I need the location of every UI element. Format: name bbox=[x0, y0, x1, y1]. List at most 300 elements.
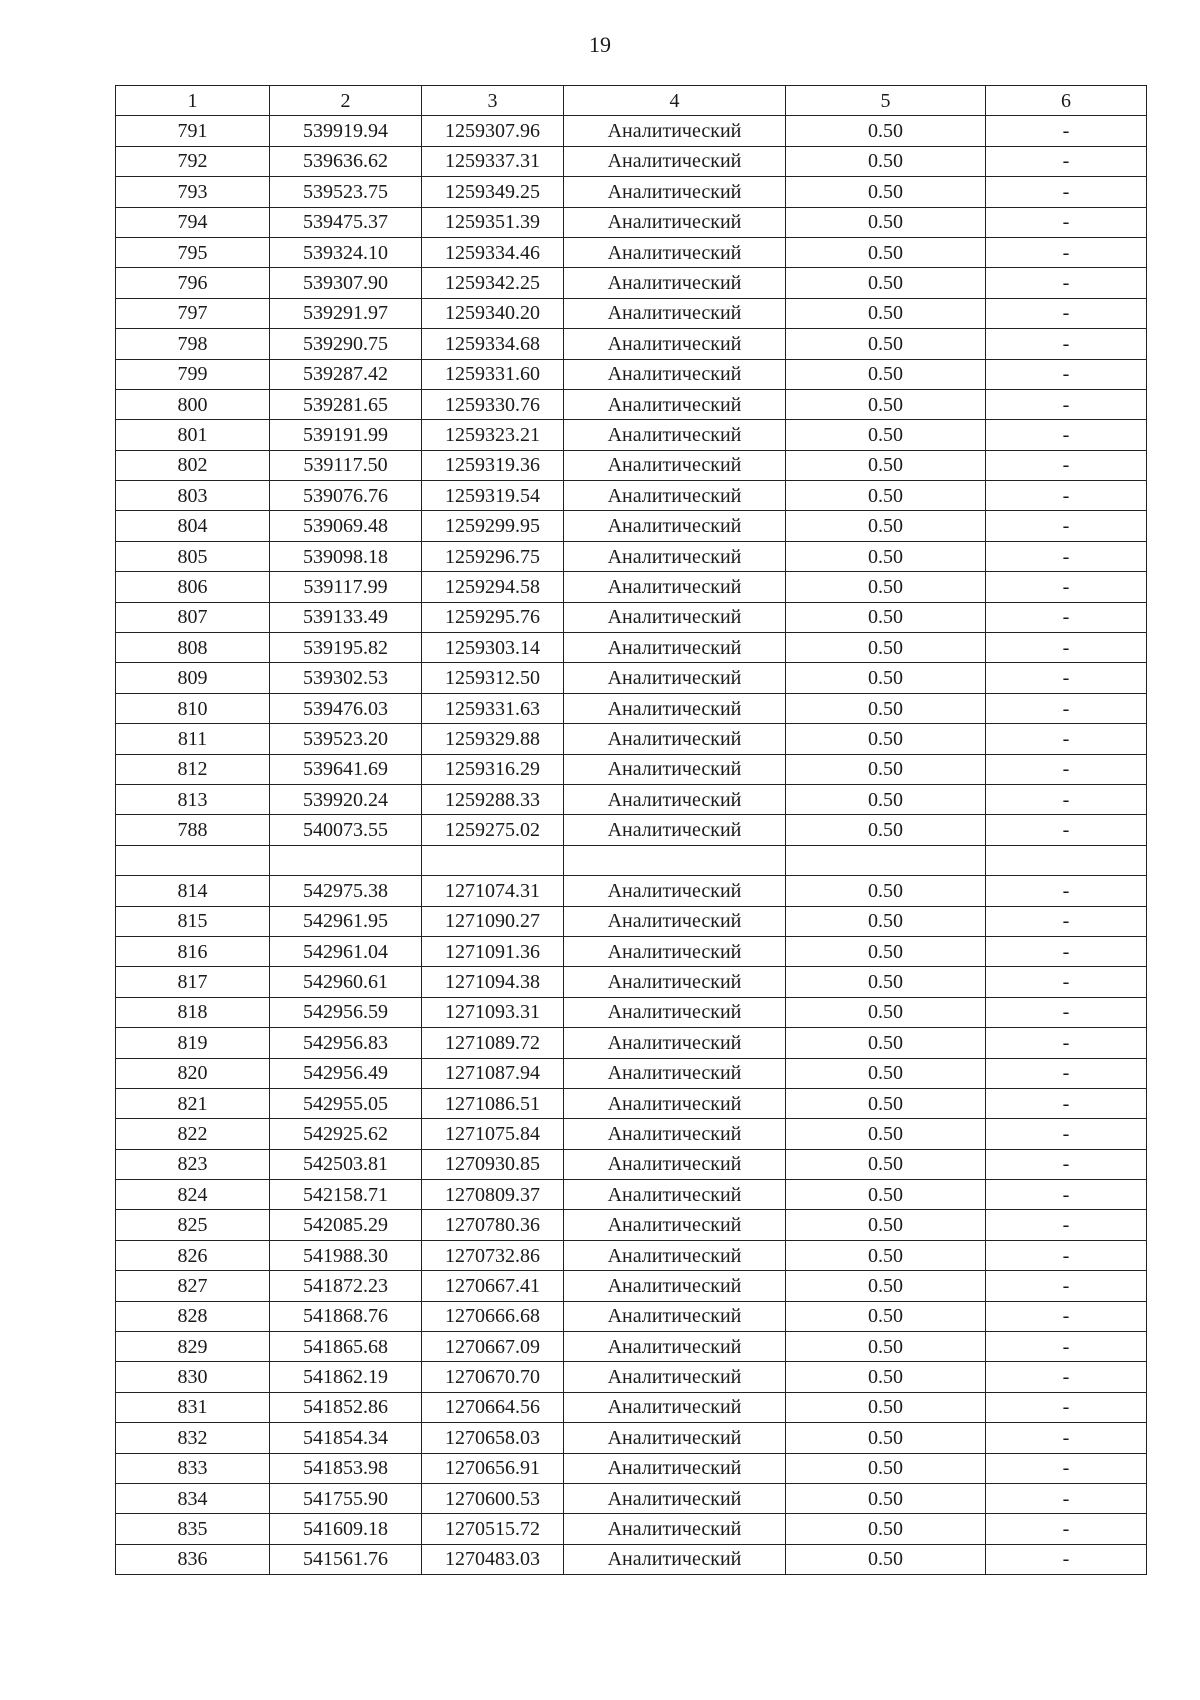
method-cell: Аналитический bbox=[564, 967, 786, 997]
x-coordinate-cell: 539133.49 bbox=[270, 602, 422, 632]
accuracy-cell: 0.50 bbox=[786, 967, 986, 997]
y-coordinate-cell: 1271086.51 bbox=[422, 1088, 564, 1118]
table-row bbox=[116, 450, 1147, 480]
table-row bbox=[116, 389, 1147, 419]
table-row bbox=[116, 511, 1147, 541]
note-cell: - bbox=[986, 693, 1147, 723]
table-row bbox=[116, 784, 1147, 814]
x-coordinate-cell: 542925.62 bbox=[270, 1119, 422, 1149]
y-coordinate-cell: 1259294.58 bbox=[422, 572, 564, 602]
y-coordinate-cell: 1271075.84 bbox=[422, 1119, 564, 1149]
x-coordinate-cell: 539919.94 bbox=[270, 116, 422, 146]
accuracy-cell: 0.50 bbox=[786, 633, 986, 663]
x-coordinate-cell: 539191.99 bbox=[270, 420, 422, 450]
note-cell: - bbox=[986, 116, 1147, 146]
accuracy-cell: 0.50 bbox=[786, 1392, 986, 1422]
y-coordinate-cell: 1259334.68 bbox=[422, 329, 564, 359]
y-coordinate-cell: 1259288.33 bbox=[422, 784, 564, 814]
accuracy-cell: 0.50 bbox=[786, 572, 986, 602]
accuracy-cell: 0.50 bbox=[786, 420, 986, 450]
method-cell: Аналитический bbox=[564, 1271, 786, 1301]
point-number-cell: 823 bbox=[116, 1149, 270, 1179]
accuracy-cell: 0.50 bbox=[786, 1453, 986, 1483]
x-coordinate-cell: 539523.20 bbox=[270, 724, 422, 754]
point-number-cell: 817 bbox=[116, 967, 270, 997]
method-cell: Аналитический bbox=[564, 693, 786, 723]
point-number-cell: 832 bbox=[116, 1423, 270, 1453]
y-coordinate-cell: 1270666.68 bbox=[422, 1301, 564, 1331]
accuracy-cell: 0.50 bbox=[786, 1119, 986, 1149]
x-coordinate-cell: 539302.53 bbox=[270, 663, 422, 693]
note-cell: - bbox=[986, 754, 1147, 784]
method-cell: Аналитический bbox=[564, 1514, 786, 1544]
note-cell: - bbox=[986, 1058, 1147, 1088]
point-number-cell: 828 bbox=[116, 1301, 270, 1331]
x-coordinate-cell: 542085.29 bbox=[270, 1210, 422, 1240]
note-cell: - bbox=[986, 1210, 1147, 1240]
note-cell: - bbox=[986, 389, 1147, 419]
method-cell: Аналитический bbox=[564, 237, 786, 267]
accuracy-cell: 0.50 bbox=[786, 450, 986, 480]
y-coordinate-cell: 1270670.70 bbox=[422, 1362, 564, 1392]
note-cell: - bbox=[986, 298, 1147, 328]
table-row bbox=[116, 1240, 1147, 1270]
note-cell bbox=[986, 845, 1147, 875]
y-coordinate-cell: 1270809.37 bbox=[422, 1180, 564, 1210]
point-number-cell: 808 bbox=[116, 633, 270, 663]
point-number-cell: 794 bbox=[116, 207, 270, 237]
point-number-cell: 815 bbox=[116, 906, 270, 936]
y-coordinate-cell: 1270515.72 bbox=[422, 1514, 564, 1544]
column-header: 1 bbox=[116, 86, 270, 116]
point-number-cell bbox=[116, 845, 270, 875]
point-number-cell: 806 bbox=[116, 572, 270, 602]
table-row bbox=[116, 1301, 1147, 1331]
x-coordinate-cell: 542956.49 bbox=[270, 1058, 422, 1088]
accuracy-cell: 0.50 bbox=[786, 1301, 986, 1331]
y-coordinate-cell: 1259296.75 bbox=[422, 541, 564, 571]
x-coordinate-cell: 539475.37 bbox=[270, 207, 422, 237]
method-cell: Аналитический bbox=[564, 1058, 786, 1088]
table-row bbox=[116, 1423, 1147, 1453]
x-coordinate-cell: 542503.81 bbox=[270, 1149, 422, 1179]
x-coordinate-cell: 540073.55 bbox=[270, 815, 422, 845]
point-number-cell: 796 bbox=[116, 268, 270, 298]
accuracy-cell: 0.50 bbox=[786, 541, 986, 571]
note-cell: - bbox=[986, 511, 1147, 541]
table-row bbox=[116, 1058, 1147, 1088]
x-coordinate-cell: 542961.04 bbox=[270, 936, 422, 966]
method-cell: Аналитический bbox=[564, 602, 786, 632]
x-coordinate-cell: 541852.86 bbox=[270, 1392, 422, 1422]
x-coordinate-cell: 541872.23 bbox=[270, 1271, 422, 1301]
note-cell: - bbox=[986, 207, 1147, 237]
method-cell: Аналитический bbox=[564, 1119, 786, 1149]
x-coordinate-cell: 539281.65 bbox=[270, 389, 422, 419]
x-coordinate-cell: 542955.05 bbox=[270, 1088, 422, 1118]
y-coordinate-cell: 1271090.27 bbox=[422, 906, 564, 936]
table-row bbox=[116, 602, 1147, 632]
y-coordinate-cell: 1270732.86 bbox=[422, 1240, 564, 1270]
accuracy-cell: 0.50 bbox=[786, 116, 986, 146]
accuracy-cell: 0.50 bbox=[786, 207, 986, 237]
point-number-cell: 816 bbox=[116, 936, 270, 966]
method-cell: Аналитический bbox=[564, 541, 786, 571]
x-coordinate-cell: 539523.75 bbox=[270, 177, 422, 207]
accuracy-cell: 0.50 bbox=[786, 602, 986, 632]
note-cell: - bbox=[986, 815, 1147, 845]
point-number-cell: 819 bbox=[116, 1028, 270, 1058]
x-coordinate-cell: 541609.18 bbox=[270, 1514, 422, 1544]
page-number: 19 bbox=[589, 32, 611, 57]
point-number-cell: 833 bbox=[116, 1453, 270, 1483]
method-cell: Аналитический bbox=[564, 784, 786, 814]
x-coordinate-cell: 541853.98 bbox=[270, 1453, 422, 1483]
method-cell: Аналитический bbox=[564, 1210, 786, 1240]
method-cell: Аналитический bbox=[564, 450, 786, 480]
note-cell: - bbox=[986, 1332, 1147, 1362]
method-cell: Аналитический bbox=[564, 1028, 786, 1058]
method-cell: Аналитический bbox=[564, 1332, 786, 1362]
note-cell: - bbox=[986, 1453, 1147, 1483]
accuracy-cell: 0.50 bbox=[786, 177, 986, 207]
point-number-cell: 788 bbox=[116, 815, 270, 845]
x-coordinate-cell: 542960.61 bbox=[270, 967, 422, 997]
accuracy-cell: 0.50 bbox=[786, 997, 986, 1027]
accuracy-cell: 0.50 bbox=[786, 663, 986, 693]
method-cell: Аналитический bbox=[564, 389, 786, 419]
point-number-cell: 821 bbox=[116, 1088, 270, 1118]
point-number-cell: 811 bbox=[116, 724, 270, 754]
point-number-cell: 829 bbox=[116, 1332, 270, 1362]
note-cell: - bbox=[986, 1240, 1147, 1270]
accuracy-cell: 0.50 bbox=[786, 1332, 986, 1362]
table-row bbox=[116, 1544, 1147, 1574]
column-header: 3 bbox=[422, 86, 564, 116]
note-cell: - bbox=[986, 450, 1147, 480]
accuracy-cell: 0.50 bbox=[786, 754, 986, 784]
note-cell: - bbox=[986, 1301, 1147, 1331]
note-cell: - bbox=[986, 481, 1147, 511]
method-cell: Аналитический bbox=[564, 815, 786, 845]
x-coordinate-cell: 539287.42 bbox=[270, 359, 422, 389]
note-cell: - bbox=[986, 1362, 1147, 1392]
point-number-cell: 818 bbox=[116, 997, 270, 1027]
method-cell bbox=[564, 845, 786, 875]
x-coordinate-cell: 539476.03 bbox=[270, 693, 422, 723]
note-cell: - bbox=[986, 724, 1147, 754]
y-coordinate-cell: 1259295.76 bbox=[422, 602, 564, 632]
table-row bbox=[116, 936, 1147, 966]
method-cell: Аналитический bbox=[564, 663, 786, 693]
table-row bbox=[116, 481, 1147, 511]
y-coordinate-cell: 1259342.25 bbox=[422, 268, 564, 298]
accuracy-cell: 0.50 bbox=[786, 1483, 986, 1513]
note-cell: - bbox=[986, 1119, 1147, 1149]
column-header: 6 bbox=[986, 86, 1147, 116]
accuracy-cell: 0.50 bbox=[786, 237, 986, 267]
y-coordinate-cell: 1259275.02 bbox=[422, 815, 564, 845]
x-coordinate-cell: 539636.62 bbox=[270, 146, 422, 176]
method-cell: Аналитический bbox=[564, 1088, 786, 1118]
point-number-cell: 793 bbox=[116, 177, 270, 207]
table-row bbox=[116, 1514, 1147, 1544]
note-cell: - bbox=[986, 1180, 1147, 1210]
accuracy-cell: 0.50 bbox=[786, 1058, 986, 1088]
y-coordinate-cell: 1270667.41 bbox=[422, 1271, 564, 1301]
point-number-cell: 825 bbox=[116, 1210, 270, 1240]
point-number-cell: 835 bbox=[116, 1514, 270, 1544]
y-coordinate-cell: 1259330.76 bbox=[422, 389, 564, 419]
table-row bbox=[116, 207, 1147, 237]
table-row bbox=[116, 724, 1147, 754]
point-number-cell: 824 bbox=[116, 1180, 270, 1210]
accuracy-cell: 0.50 bbox=[786, 481, 986, 511]
x-coordinate-cell: 539117.99 bbox=[270, 572, 422, 602]
method-cell: Аналитический bbox=[564, 359, 786, 389]
y-coordinate-cell: 1259331.60 bbox=[422, 359, 564, 389]
y-coordinate-cell: 1259303.14 bbox=[422, 633, 564, 663]
table-row bbox=[116, 298, 1147, 328]
note-cell: - bbox=[986, 602, 1147, 632]
x-coordinate-cell: 541755.90 bbox=[270, 1483, 422, 1513]
note-cell: - bbox=[986, 541, 1147, 571]
note-cell: - bbox=[986, 237, 1147, 267]
x-coordinate-cell: 539117.50 bbox=[270, 450, 422, 480]
table-row bbox=[116, 146, 1147, 176]
y-coordinate-cell: 1259340.20 bbox=[422, 298, 564, 328]
method-cell: Аналитический bbox=[564, 116, 786, 146]
y-coordinate-cell: 1271087.94 bbox=[422, 1058, 564, 1088]
method-cell: Аналитический bbox=[564, 1392, 786, 1422]
coordinates-table bbox=[115, 85, 1147, 1575]
point-number-cell: 834 bbox=[116, 1483, 270, 1513]
x-coordinate-cell: 541854.34 bbox=[270, 1423, 422, 1453]
accuracy-cell: 0.50 bbox=[786, 329, 986, 359]
accuracy-cell: 0.50 bbox=[786, 1544, 986, 1574]
y-coordinate-cell: 1270664.56 bbox=[422, 1392, 564, 1422]
table-row bbox=[116, 876, 1147, 906]
table-row bbox=[116, 997, 1147, 1027]
table-row bbox=[116, 1332, 1147, 1362]
x-coordinate-cell: 539920.24 bbox=[270, 784, 422, 814]
method-cell: Аналитический bbox=[564, 1362, 786, 1392]
x-coordinate-cell: 542158.71 bbox=[270, 1180, 422, 1210]
note-cell: - bbox=[986, 1423, 1147, 1453]
column-header: 4 bbox=[564, 86, 786, 116]
method-cell: Аналитический bbox=[564, 329, 786, 359]
method-cell: Аналитический bbox=[564, 754, 786, 784]
y-coordinate-cell: 1259349.25 bbox=[422, 177, 564, 207]
point-number-cell: 805 bbox=[116, 541, 270, 571]
table-row bbox=[116, 1088, 1147, 1118]
y-coordinate-cell: 1259329.88 bbox=[422, 724, 564, 754]
y-coordinate-cell: 1259299.95 bbox=[422, 511, 564, 541]
point-number-cell: 827 bbox=[116, 1271, 270, 1301]
table-row bbox=[116, 177, 1147, 207]
note-cell: - bbox=[986, 876, 1147, 906]
accuracy-cell bbox=[786, 845, 986, 875]
x-coordinate-cell: 539324.10 bbox=[270, 237, 422, 267]
accuracy-cell: 0.50 bbox=[786, 1149, 986, 1179]
method-cell: Аналитический bbox=[564, 298, 786, 328]
accuracy-cell: 0.50 bbox=[786, 1362, 986, 1392]
column-header: 2 bbox=[270, 86, 422, 116]
accuracy-cell: 0.50 bbox=[786, 936, 986, 966]
point-number-cell: 820 bbox=[116, 1058, 270, 1088]
point-number-cell: 791 bbox=[116, 116, 270, 146]
x-coordinate-cell: 539098.18 bbox=[270, 541, 422, 571]
y-coordinate-cell bbox=[422, 845, 564, 875]
y-coordinate-cell: 1270667.09 bbox=[422, 1332, 564, 1362]
table-row bbox=[116, 754, 1147, 784]
point-number-cell: 804 bbox=[116, 511, 270, 541]
table-row bbox=[116, 541, 1147, 571]
method-cell: Аналитический bbox=[564, 906, 786, 936]
accuracy-cell: 0.50 bbox=[786, 1271, 986, 1301]
point-number-cell: 812 bbox=[116, 754, 270, 784]
x-coordinate-cell: 541561.76 bbox=[270, 1544, 422, 1574]
accuracy-cell: 0.50 bbox=[786, 784, 986, 814]
point-number-cell: 792 bbox=[116, 146, 270, 176]
note-cell: - bbox=[986, 1028, 1147, 1058]
x-coordinate-cell: 539076.76 bbox=[270, 481, 422, 511]
y-coordinate-cell: 1270780.36 bbox=[422, 1210, 564, 1240]
accuracy-cell: 0.50 bbox=[786, 876, 986, 906]
note-cell: - bbox=[986, 1483, 1147, 1513]
table-row bbox=[116, 663, 1147, 693]
table-row bbox=[116, 268, 1147, 298]
accuracy-cell: 0.50 bbox=[786, 724, 986, 754]
x-coordinate-cell: 539195.82 bbox=[270, 633, 422, 663]
accuracy-cell: 0.50 bbox=[786, 1514, 986, 1544]
method-cell: Аналитический bbox=[564, 177, 786, 207]
accuracy-cell: 0.50 bbox=[786, 298, 986, 328]
y-coordinate-cell: 1270600.53 bbox=[422, 1483, 564, 1513]
table-row bbox=[116, 420, 1147, 450]
y-coordinate-cell: 1259312.50 bbox=[422, 663, 564, 693]
x-coordinate-cell: 541862.19 bbox=[270, 1362, 422, 1392]
point-number-cell: 814 bbox=[116, 876, 270, 906]
note-cell: - bbox=[986, 1149, 1147, 1179]
accuracy-cell: 0.50 bbox=[786, 1240, 986, 1270]
table-row bbox=[116, 359, 1147, 389]
point-number-cell: 810 bbox=[116, 693, 270, 723]
note-cell: - bbox=[986, 329, 1147, 359]
method-cell: Аналитический bbox=[564, 936, 786, 966]
point-number-cell: 800 bbox=[116, 389, 270, 419]
point-number-cell: 809 bbox=[116, 663, 270, 693]
point-number-cell: 826 bbox=[116, 1240, 270, 1270]
table-row bbox=[116, 845, 1147, 875]
accuracy-cell: 0.50 bbox=[786, 693, 986, 723]
x-coordinate-cell bbox=[270, 845, 422, 875]
y-coordinate-cell: 1259351.39 bbox=[422, 207, 564, 237]
note-cell: - bbox=[986, 1392, 1147, 1422]
x-coordinate-cell: 542961.95 bbox=[270, 906, 422, 936]
note-cell: - bbox=[986, 967, 1147, 997]
point-number-cell: 836 bbox=[116, 1544, 270, 1574]
table-row bbox=[116, 967, 1147, 997]
table-row bbox=[116, 693, 1147, 723]
point-number-cell: 797 bbox=[116, 298, 270, 328]
point-number-cell: 799 bbox=[116, 359, 270, 389]
method-cell: Аналитический bbox=[564, 724, 786, 754]
table-row bbox=[116, 1271, 1147, 1301]
point-number-cell: 831 bbox=[116, 1392, 270, 1422]
accuracy-cell: 0.50 bbox=[786, 815, 986, 845]
y-coordinate-cell: 1270930.85 bbox=[422, 1149, 564, 1179]
x-coordinate-cell: 539291.97 bbox=[270, 298, 422, 328]
point-number-cell: 802 bbox=[116, 450, 270, 480]
note-cell: - bbox=[986, 997, 1147, 1027]
y-coordinate-cell: 1259331.63 bbox=[422, 693, 564, 723]
point-number-cell: 795 bbox=[116, 237, 270, 267]
method-cell: Аналитический bbox=[564, 1453, 786, 1483]
x-coordinate-cell: 542975.38 bbox=[270, 876, 422, 906]
note-cell: - bbox=[986, 420, 1147, 450]
y-coordinate-cell: 1259319.54 bbox=[422, 481, 564, 511]
table-row bbox=[116, 1028, 1147, 1058]
method-cell: Аналитический bbox=[564, 420, 786, 450]
note-cell: - bbox=[986, 268, 1147, 298]
table-row bbox=[116, 237, 1147, 267]
method-cell: Аналитический bbox=[564, 481, 786, 511]
accuracy-cell: 0.50 bbox=[786, 359, 986, 389]
point-number-cell: 798 bbox=[116, 329, 270, 359]
x-coordinate-cell: 542956.59 bbox=[270, 997, 422, 1027]
y-coordinate-cell: 1259316.29 bbox=[422, 754, 564, 784]
method-cell: Аналитический bbox=[564, 633, 786, 663]
x-coordinate-cell: 541988.30 bbox=[270, 1240, 422, 1270]
method-cell: Аналитический bbox=[564, 1180, 786, 1210]
table-body bbox=[116, 116, 1147, 1575]
point-number-cell: 830 bbox=[116, 1362, 270, 1392]
column-header: 5 bbox=[786, 86, 986, 116]
accuracy-cell: 0.50 bbox=[786, 511, 986, 541]
x-coordinate-cell: 541868.76 bbox=[270, 1301, 422, 1331]
note-cell: - bbox=[986, 1271, 1147, 1301]
method-cell: Аналитический bbox=[564, 1423, 786, 1453]
y-coordinate-cell: 1271091.36 bbox=[422, 936, 564, 966]
method-cell: Аналитический bbox=[564, 876, 786, 906]
point-number-cell: 801 bbox=[116, 420, 270, 450]
accuracy-cell: 0.50 bbox=[786, 1210, 986, 1240]
method-cell: Аналитический bbox=[564, 1483, 786, 1513]
y-coordinate-cell: 1271094.38 bbox=[422, 967, 564, 997]
x-coordinate-cell: 541865.68 bbox=[270, 1332, 422, 1362]
note-cell: - bbox=[986, 572, 1147, 602]
note-cell: - bbox=[986, 906, 1147, 936]
method-cell: Аналитический bbox=[564, 1240, 786, 1270]
table-row bbox=[116, 1119, 1147, 1149]
point-number-cell: 803 bbox=[116, 481, 270, 511]
method-cell: Аналитический bbox=[564, 1149, 786, 1179]
table-row bbox=[116, 572, 1147, 602]
method-cell: Аналитический bbox=[564, 146, 786, 176]
note-cell: - bbox=[986, 1088, 1147, 1118]
table-row bbox=[116, 116, 1147, 146]
note-cell: - bbox=[986, 359, 1147, 389]
table-row bbox=[116, 329, 1147, 359]
method-cell: Аналитический bbox=[564, 207, 786, 237]
note-cell: - bbox=[986, 633, 1147, 663]
y-coordinate-cell: 1259334.46 bbox=[422, 237, 564, 267]
x-coordinate-cell: 539290.75 bbox=[270, 329, 422, 359]
accuracy-cell: 0.50 bbox=[786, 268, 986, 298]
x-coordinate-cell: 542956.83 bbox=[270, 1028, 422, 1058]
table-row bbox=[116, 1180, 1147, 1210]
